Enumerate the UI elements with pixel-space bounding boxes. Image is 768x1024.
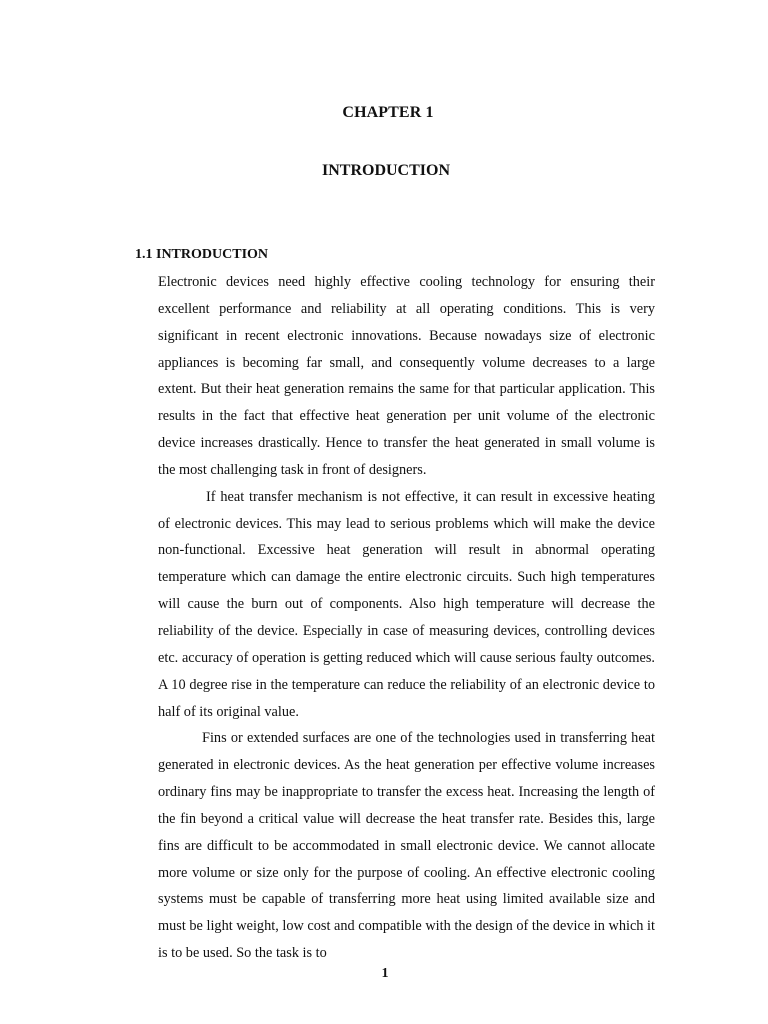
body-text [158,269,655,967]
section-heading: 1.1 INTRODUCTION [135,247,269,262]
paragraph-2: If heat transfer mechanism is not effective, it can result in excessive heating of electronic devices. This may lead to serious problems which will make the device non-functional. Excessive heat generation will result in abnormal operating temperature which can damage the entire electronic circuits. Such high temperatures will cause the burn out of components. Also high temperature will decrease the reliability of the device. Especially in case of measuring devices, controlling devices etc. accuracy of operation is getting reduced which will cause serious faulty outcomes. A 10 degree rise in the temperature can reduce the reliability of an electronic device to half of its original value. [158,488,655,720]
paragraph-1: Electronic devices need highly effective cooling technology for ensuring their excellent performance and reliability at all operating conditions. This is very significant in recent electronic innovations. Because nowadays size of electronic appliances is becoming far small, and consequently volume decreases to a large extent. But their heat generation remains the same for that particular application. This results in the fact that effective heat generation per unit volume of the electronic device increases drastically. Hence to transfer the heat generated in small volume is the most challenging task in front of designers. [158,274,655,478]
chapter-label: CHAPTER 1 [342,104,434,121]
paragraph-3: Fins or extended surfaces are one of the technologies used in transferring heat generated in electronic devices. As the heat generation per effective volume increases ordinary fins may be inappropriate to transfer the excess heat. Increasing the length of the fin beyond a critical value will decrease the heat transfer rate. Besides this, large fins are difficult to be accommodated in small electronic device. We cannot allocate more volume or size only for the purpose of cooling. An effective electronic cooling systems must be capable of transferring more heat using limited available size and must be light weight, low cost and compatible with the design of the device in which it is to be used. So the task is to [158,730,655,962]
chapter-title: INTRODUCTION [321,162,450,179]
page-number: 1 [381,966,389,981]
